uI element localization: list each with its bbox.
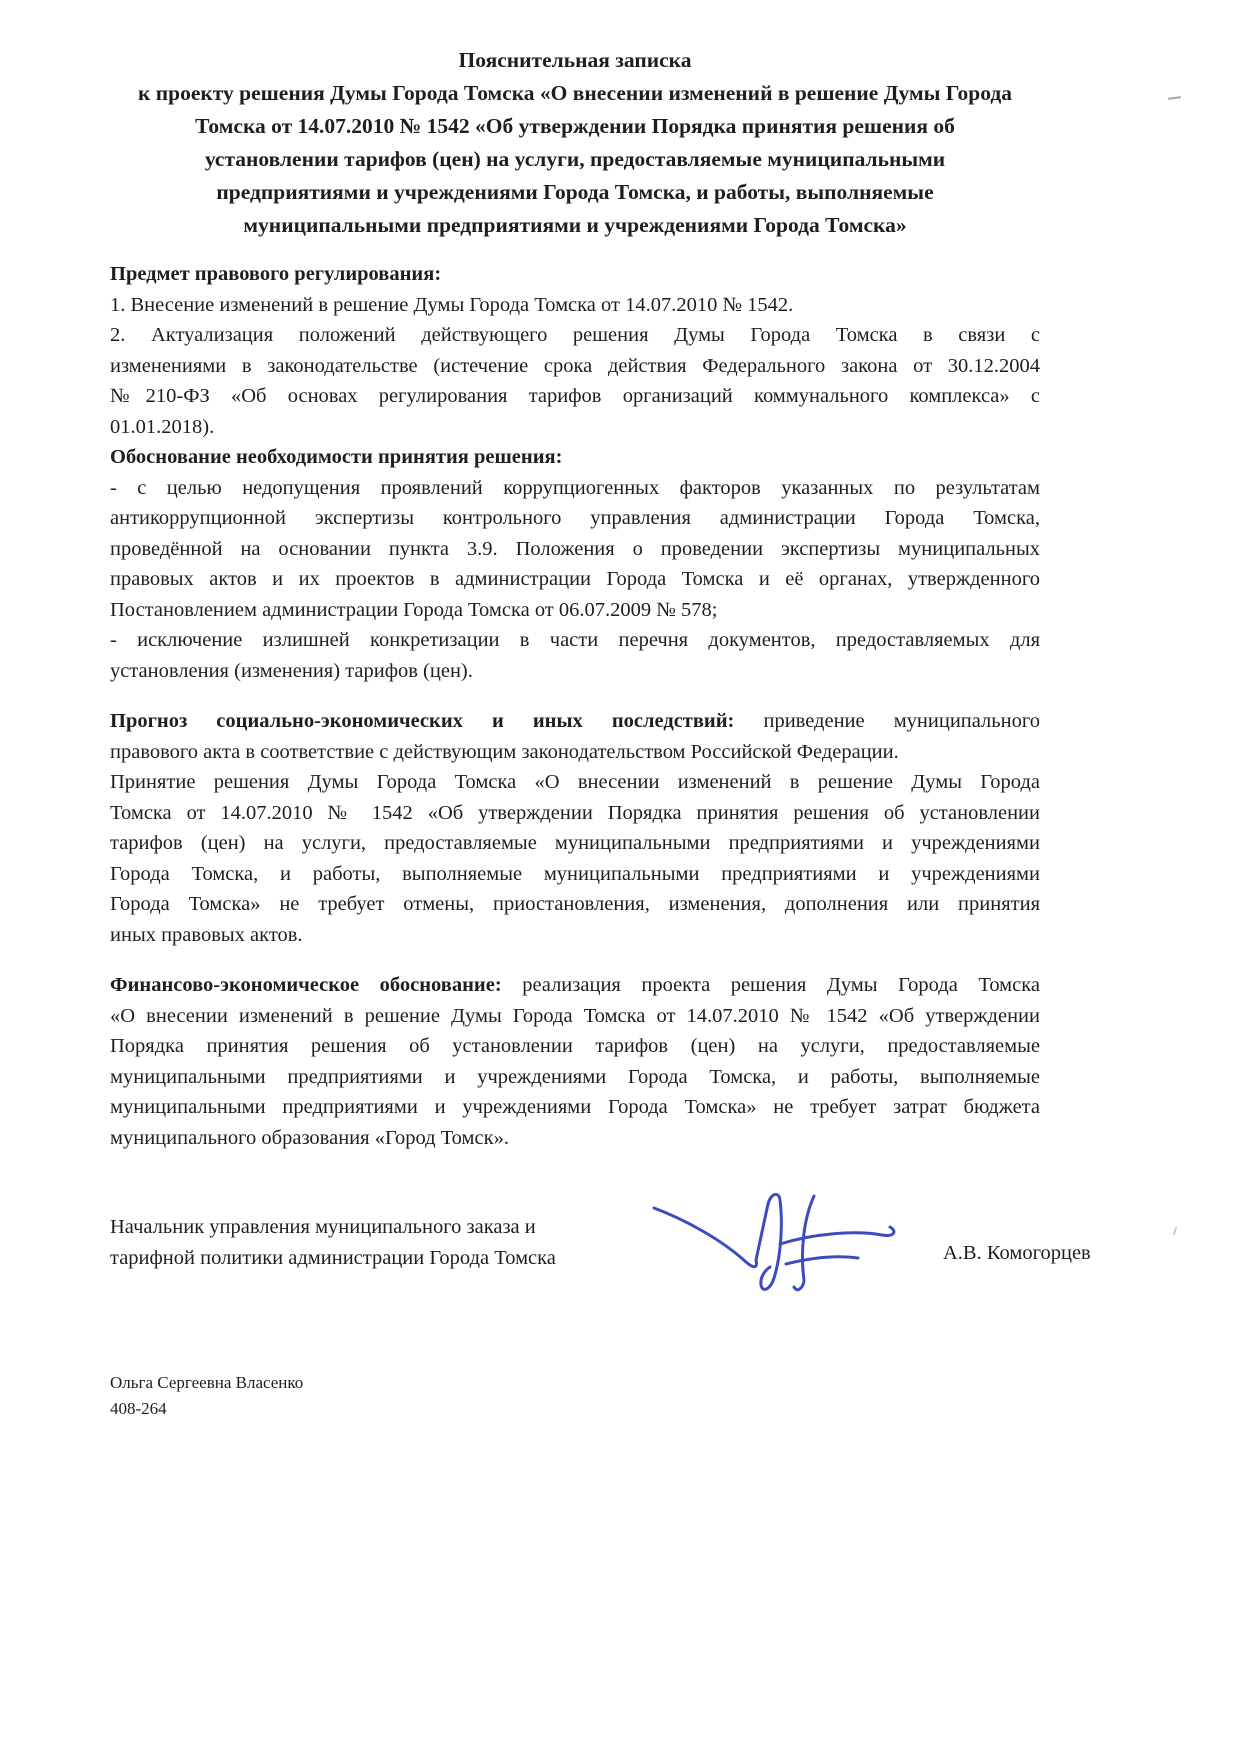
signoff-line: тарифной политики администрации Города Томска <box>110 1246 556 1269</box>
text-segment: тарифов (цен) на услуги, предоставляемые муниципальными предприятиями и учреждениями <box>110 832 1040 854</box>
text-line <box>110 920 1040 951</box>
contact-name: Ольга Сергеевна Власенко <box>110 1373 304 1392</box>
text-segment: 2. Актуализация положений действующего решения Думы Города Томска в связи с <box>110 324 1040 346</box>
text-segment: проведённой на основании пункта 3.9. Положения о проведении экспертизы муниципальных <box>110 537 1040 560</box>
title-line: муниципальными предприятиями и учреждениями Города Томска» <box>243 213 907 237</box>
text-segment: приведение муниципального <box>734 710 1041 732</box>
contact-phone: 408-264 <box>110 1399 167 1418</box>
signature-scribble-icon <box>648 1182 934 1304</box>
text-line <box>110 1001 1040 1032</box>
text-line <box>110 1092 1040 1123</box>
scan-artifact-dash <box>1168 96 1181 100</box>
text-segment: муниципального образования «Город Томск». <box>110 1126 509 1149</box>
section <box>110 970 1040 1153</box>
text-segment: правового акта в соответствие с действующим законодательством Российской Федерации. <box>110 740 899 763</box>
text-line <box>110 970 1040 1001</box>
text-line <box>110 534 1040 565</box>
text-segment: Принятие решения Думы Города Томска «О внесении изменений в решение Думы Города <box>110 771 1040 793</box>
bold-text-segment: Обоснование необходимости принятия решения: <box>110 446 563 468</box>
bold-text-segment: Финансово-экономическое обоснование: <box>110 974 502 996</box>
text-line <box>110 320 1040 351</box>
text-segment: муниципальными предприятиями и учреждениями Города Томска» не требует затрат бюджета <box>110 1096 1040 1118</box>
text-line <box>110 351 1040 382</box>
document-body <box>110 259 1040 1153</box>
title-line: к проекту решения Думы Города Томска «О внесении изменений в решение Думы Города <box>137 81 1013 105</box>
bold-text-segment: Прогноз социально-экономических и иных последствий: <box>110 710 735 732</box>
section <box>110 706 1040 950</box>
text-segment: правовых актов и их проектов в администрации Города Томска и её органах, утвержденного <box>110 568 1040 590</box>
text-line <box>110 737 1040 768</box>
title-line: установлении тарифов (цен) на услуги, предоставляемые муниципальными <box>204 147 946 171</box>
text-segment: «О внесении изменений в решение Думы Города Томска от 14.07.2010 № 1542 «Об утверждении <box>110 1004 1040 1027</box>
text-line <box>110 564 1040 595</box>
text-segment: - исключение излишней конкретизации в части перечня документов, предоставляемых для <box>110 629 1040 651</box>
text-line <box>110 625 1040 656</box>
text-line <box>110 656 1040 687</box>
text-segment: Порядка принятия решения об установлении тарифов (цен) на услуги, предоставляемые <box>110 1035 1040 1057</box>
text-segment: изменениями в законодательстве (истечение срока действия Федерального закона от 30.12.2004 <box>110 354 1040 377</box>
text-line <box>110 381 1040 412</box>
text-line <box>110 1123 1040 1154</box>
text-line <box>110 595 1040 626</box>
text-line <box>110 798 1040 829</box>
text-segment: - с целью недопущения проявлений коррупциогенных факторов указанных по результатам <box>110 476 1040 499</box>
bold-text-segment: Предмет правового регулирования: <box>110 263 442 285</box>
signoff-line: Начальник управления муниципального заказа и <box>110 1216 536 1238</box>
text-line <box>110 1062 1040 1093</box>
scan-artifact-tick <box>1173 1227 1177 1235</box>
text-line <box>110 1031 1040 1062</box>
text-line <box>110 290 1040 321</box>
signer-name: А.В. Комогорцев <box>943 1242 1091 1264</box>
text-line <box>110 503 1040 534</box>
text-segment: муниципальными предприятиями и учреждениями Города Томска, и работы, выполняемые <box>110 1065 1040 1088</box>
text-segment: антикоррупционной экспертизы контрольного управления администрации Города Томска, <box>110 507 1040 529</box>
text-segment: Города Томска, и работы, выполняемые муниципальными предприятиями и учреждениями <box>110 862 1040 885</box>
text-line <box>110 828 1040 859</box>
text-line <box>110 706 1040 737</box>
title-line: Пояснительная записка <box>458 48 692 72</box>
text-segment: иных правовых актов. <box>110 923 303 946</box>
text-line <box>110 259 1040 290</box>
document-title <box>110 44 1040 242</box>
footer-contact-block <box>110 1370 303 1422</box>
text-line <box>110 767 1040 798</box>
text-segment: Города Томска» не требует отмены, приостановления, изменения, дополнения или принятия <box>110 893 1040 915</box>
text-line <box>110 859 1040 890</box>
title-line: предприятиями и учреждениями Города Томска, и работы, выполняемые <box>216 180 934 204</box>
text-line <box>110 442 1040 473</box>
text-segment: Постановлением администрации Города Томска от 06.07.2009 № 578; <box>110 598 718 621</box>
text-segment: Томска от 14.07.2010 № 1542 «Об утверждении Порядка принятия решения об установлении <box>110 801 1040 824</box>
document-content <box>110 44 1040 1153</box>
text-segment: реализация проекта решения Думы Города Томска <box>501 974 1040 996</box>
text-line <box>110 889 1040 920</box>
text-segment: установления (изменения) тарифов (цен). <box>110 659 473 682</box>
text-segment: №210-ФЗ «Об основах регулирования тарифов организаций коммунального комплекса» с <box>110 385 1040 407</box>
text-line <box>110 473 1040 504</box>
section <box>110 259 1040 686</box>
text-segment: 01.01.2018). <box>110 415 215 438</box>
title-line: Томска от 14.07.2010 № 1542 «Об утверждении Порядка принятия решения об <box>195 114 955 138</box>
text-line <box>110 412 1040 443</box>
text-segment: 1. Внесение изменений в решение Думы Города Томска от 14.07.2010 № 1542. <box>110 293 794 316</box>
